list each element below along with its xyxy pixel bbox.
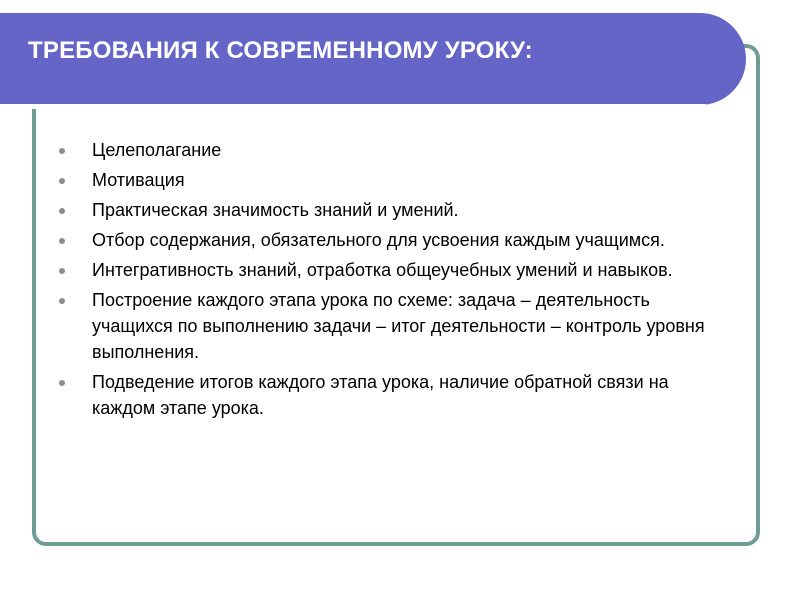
bullet-text: Мотивация [92,170,185,190]
bullet-dot-icon [59,148,65,154]
bullet-list [56,137,726,425]
bullet-text: Практическая значимость знаний и умений. [92,200,459,220]
title-underline [0,104,706,109]
bullet-item [56,369,726,421]
bullet-item [56,137,726,163]
bullet-dot-icon [59,298,65,304]
title-banner [0,13,746,105]
bullet-item [56,167,726,193]
bullet-dot-icon [59,268,65,274]
bullet-text: Построение каждого этапа урока по схеме: задача – деятельность учащихся по выполнению задачи – итог деятельности – контроль уровня выполнения. [92,290,705,362]
bullet-text: Подведение итогов каждого этапа урока, наличие обратной связи на каждом этапе урока. [92,372,669,418]
bullet-dot-icon [59,238,65,244]
bullet-item [56,287,726,365]
bullet-dot-icon [59,178,65,184]
bullet-item [56,197,726,223]
bullet-item [56,227,726,253]
bullet-dot-icon [59,208,65,214]
bullet-text: Интегративность знаний, отработка общеучебных умений и навыков. [92,260,673,280]
bullet-item [56,257,726,283]
bullet-text: Отбор содержания, обязательного для усвоения каждым учащимся. [92,230,665,250]
bullet-text: Целеполагание [92,140,222,160]
slide-title: ТРЕБОВАНИЯ К СОВРЕМЕННОМУ УРОКУ: [28,37,533,64]
bullet-dot-icon [59,380,65,386]
